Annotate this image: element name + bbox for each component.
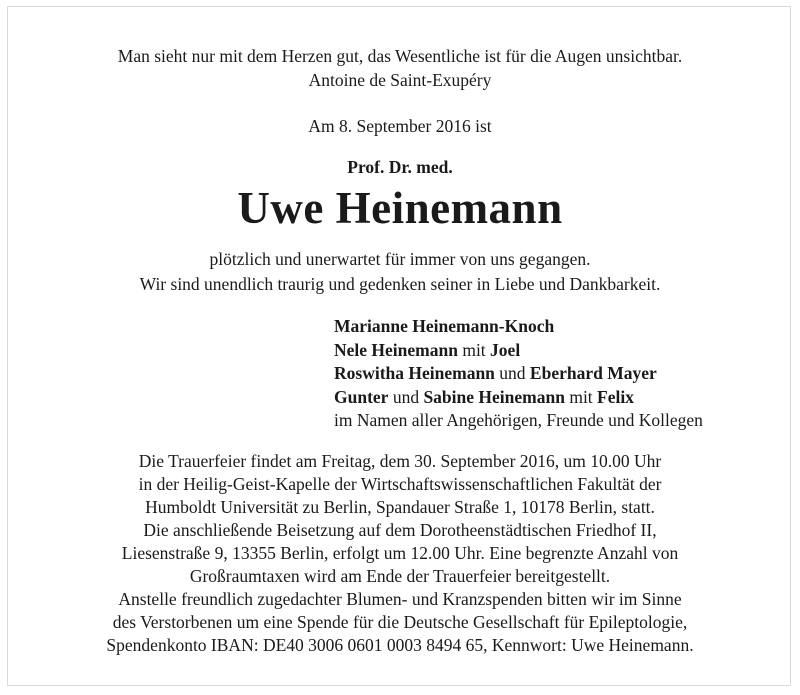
details-line-3: Humboldt Universität zu Berlin, Spandauer Straße 1, 10178 Berlin, statt. [145,497,655,517]
deceased-title: Prof. Dr. med. [347,157,453,177]
quote-text: Man sieht nur mit dem Herzen gut, das Wesentliche ist für die Augen unsichtbar. [117,46,683,66]
family-line-1 [334,315,703,339]
family-name: Felix [597,386,634,407]
family-name: Nele Heinemann [334,339,458,360]
family-name: Gunter [334,386,389,407]
details-line-7: Anstelle freundlich zugedachter Blumen- und Kranzspenden bitten wir im Sinne [118,589,682,609]
family-name: Marianne Heinemann-Knoch [334,316,555,336]
family-closing: im Namen aller Angehörigen, Freunde und Kollegen [334,410,703,430]
family-list [334,315,703,433]
details-line-4: Die anschließende Beisetzung auf dem Dorotheenstädtischen Friedhof II, [143,520,657,540]
date-line: Am 8. September 2016 ist [308,116,492,136]
family-name: Sabine Heinemann [423,386,565,407]
family-conjunction: mit [462,339,486,360]
family-conjunction: und [392,386,420,407]
family-name: Joel [490,339,521,360]
details-line-9: Spendenkonto IBAN: DE40 3006 0601 0003 8494 65, Kennwort: Uwe Heinemann. [106,635,694,655]
details-line-5: Liesenstraße 9, 13355 Berlin, erfolgt um 12.00 Uhr. Eine begrenzte Anzahl von [121,543,679,563]
message-line-1: plötzlich und unerwartet für immer von uns gegangen. [209,249,591,269]
details-line-1: Die Trauerfeier findet am Freitag, dem 30. September 2016, um 10.00 Uhr [138,451,662,471]
family-conjunction: und [499,363,526,383]
message-line-2: Wir sind unendlich traurig und gedenken seiner in Liebe und Dankbarkeit. [139,274,661,294]
family-name: Eberhard Mayer [529,363,657,383]
details-line-6: Großraumtaxen wird am Ende der Trauerfeier bereitgestellt. [189,566,611,586]
details-line-2: in der Heilig-Geist-Kapelle der Wirtschaftswissenschaftlichen Fakultät der [138,474,662,494]
family-line-4 [334,386,703,410]
family-line-3 [334,362,703,386]
family-line-2 [334,339,703,363]
family-conjunction: mit [569,386,593,407]
family-name: Roswitha Heinemann [334,363,495,383]
quote-author: Antoine de Saint-Exupéry [308,70,492,90]
details-line-8: des Verstorbenen um eine Spende für die Deutsche Gesellschaft für Epileptologie, [112,612,688,632]
deceased-name: Uwe Heinemann [237,183,563,233]
